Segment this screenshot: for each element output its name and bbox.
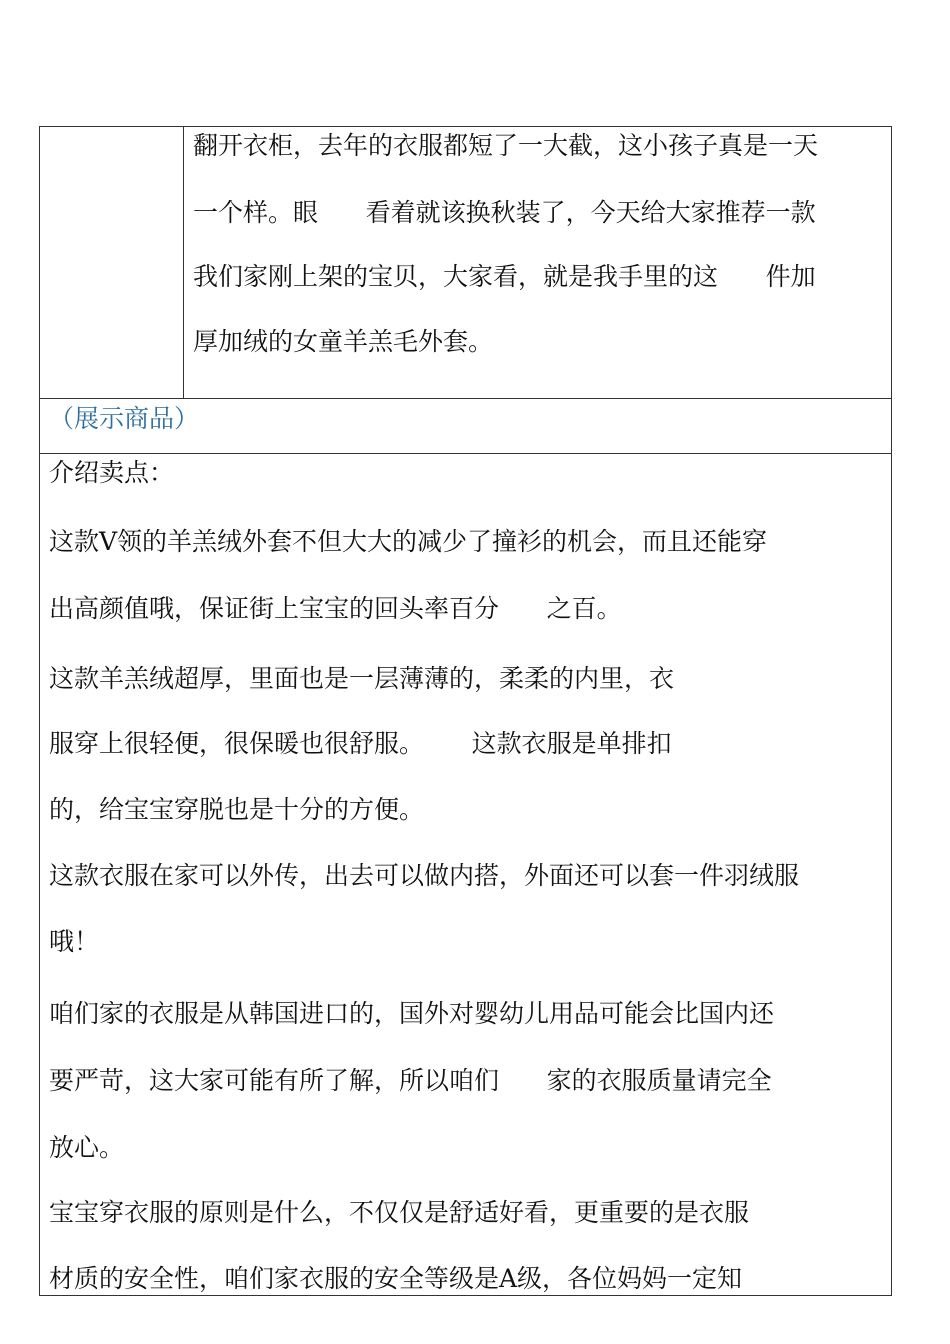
row-divider-2 [39, 453, 892, 454]
selling-point-line: 哦！ [49, 927, 100, 956]
selling-point-line: 服穿上很轻便，很保暖也很舒服。 这款衣服是单排扣 [49, 729, 672, 758]
selling-point-line: 这款V领的羊羔绒外套不但大大的减少了撞衫的机会，而且还能穿 [49, 527, 768, 556]
opening-line-4: 厚加绒的女童羊羔毛外套。 [193, 327, 494, 356]
column-divider [183, 126, 184, 399]
selling-point-line: 材质的安全性，咱们家衣服的安全等级是A级，各位妈妈一定知 [49, 1264, 743, 1293]
selling-point-line: 放心。 [49, 1133, 125, 1162]
selling-point-line: 要严苛，这大家可能有所了解，所以咱们 家的衣服质量请完全 [49, 1066, 772, 1095]
selling-point-line: 这款衣服在家可以外传，出去可以做内搭，外面还可以套一件羽绒服 [49, 861, 800, 890]
show-product-note: （展示商品） [49, 404, 200, 433]
selling-point-line: 出高颜值哦，保证街上宝宝的回头率百分 之百。 [49, 594, 622, 623]
row-divider-1 [39, 398, 892, 399]
selling-points-heading: 介绍卖点： [49, 458, 175, 487]
selling-point-line: 的，给宝宝穿脱也是十分的方便。 [49, 795, 425, 824]
opening-line-3: 我们家刚上架的宝贝，大家看，就是我手里的这 件加 [193, 262, 816, 291]
selling-point-line: 咱们家的衣服是从韩国进口的，国外对婴幼儿用品可能会比国内还 [49, 999, 775, 1028]
opening-line-1: 翻开衣柜，去年的衣服都短了一大截，这小孩子真是一天 [193, 131, 819, 160]
selling-point-line: 这款羊羔绒超厚，里面也是一层薄薄的，柔柔的内里，衣 [49, 664, 675, 693]
opening-line-2: 一个样。眼 看着就该换秋装了，今天给大家推荐一款 [193, 198, 816, 227]
selling-point-line: 宝宝穿衣服的原则是什么，不仅仅是舒适好看，更重要的是衣服 [49, 1198, 750, 1227]
script-table [39, 126, 892, 1296]
